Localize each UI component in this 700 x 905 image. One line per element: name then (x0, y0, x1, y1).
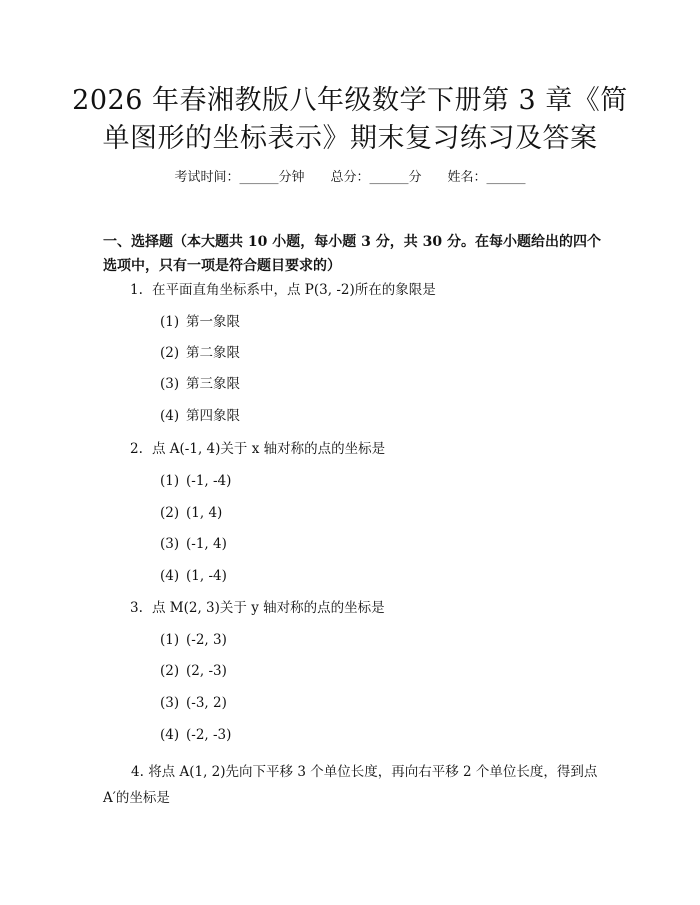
question-2-option-4 (160, 566, 227, 586)
option-number: (4) (160, 727, 180, 743)
total-score-field: 总分：______分 (330, 170, 422, 185)
option-number: (4) (160, 408, 180, 424)
option-text: 第一象限 (186, 314, 240, 330)
option-text: 第三象限 (186, 376, 240, 392)
question-1 (130, 280, 436, 300)
question-1-option-3 (160, 374, 240, 394)
option-number: (3) (160, 376, 180, 392)
document-title-line-1: 2026 年春湘教版八年级数学下册第 3 章《简 (72, 85, 628, 116)
question-2-option-2 (160, 503, 222, 523)
question-text: 点 M(2, 3)关于 y 轴对称的点的坐标是 (152, 600, 385, 616)
question-1-option-1 (160, 312, 240, 332)
section-heading-multiple-choice: 一、选择题（本大题共 10 小题，每小题 3 分，共 30 分。在每小题给出的四个选项中，只有一项是符合题目要求的） (103, 234, 601, 274)
exam-info-line (0, 168, 700, 188)
question-number: 3. (130, 600, 143, 616)
option-number: (2) (160, 345, 180, 361)
question-3-option-4 (160, 725, 231, 745)
option-text: (-3, 2) (186, 695, 227, 711)
option-text: (2, -3) (186, 663, 227, 679)
question-number: 1. (130, 282, 143, 298)
question-1-option-2 (160, 343, 240, 363)
question-text: 在平面直角坐标系中，点 P(3, -2)所在的象限是 (152, 282, 436, 298)
exam-time-field: 考试时间：______分钟 (174, 170, 305, 185)
question-3-option-1 (160, 630, 227, 650)
option-text: 第二象限 (186, 345, 240, 361)
option-text: (1, -4) (186, 568, 227, 584)
option-text: 第四象限 (186, 408, 240, 424)
document-title-line-2: 单图形的坐标表示》期末复习练习及答案 (102, 123, 598, 154)
option-text: (-1, 4) (186, 536, 227, 552)
option-number: (4) (160, 568, 180, 584)
option-number: (1) (160, 632, 180, 648)
question-text: 将点 A(1, 2)先向下平移 3 个单位长度，再向右平移 2 个单位长度，得到点 A′的坐标是 (103, 764, 598, 806)
question-4 (103, 759, 603, 811)
question-3-option-3 (160, 693, 227, 713)
option-number: (1) (160, 314, 180, 330)
student-name-field: 姓名：______ (447, 170, 526, 185)
question-2 (130, 439, 385, 459)
question-1-option-4 (160, 406, 240, 426)
option-number: (2) (160, 663, 180, 679)
question-number: 4. (131, 764, 144, 780)
option-text: (-2, 3) (186, 632, 227, 648)
option-number: (3) (160, 695, 180, 711)
option-number: (1) (160, 473, 180, 489)
option-text: (-2, -3) (186, 727, 232, 743)
option-text: (1, 4) (186, 505, 223, 521)
question-2-option-3 (160, 534, 227, 554)
option-number: (3) (160, 536, 180, 552)
option-number: (2) (160, 505, 180, 521)
question-3-option-2 (160, 661, 227, 681)
question-3 (130, 598, 385, 618)
question-number: 2. (130, 441, 143, 457)
option-text: (-1, -4) (186, 473, 232, 489)
question-2-option-1 (160, 471, 231, 491)
question-text: 点 A(-1, 4)关于 x 轴对称的点的坐标是 (152, 441, 386, 457)
